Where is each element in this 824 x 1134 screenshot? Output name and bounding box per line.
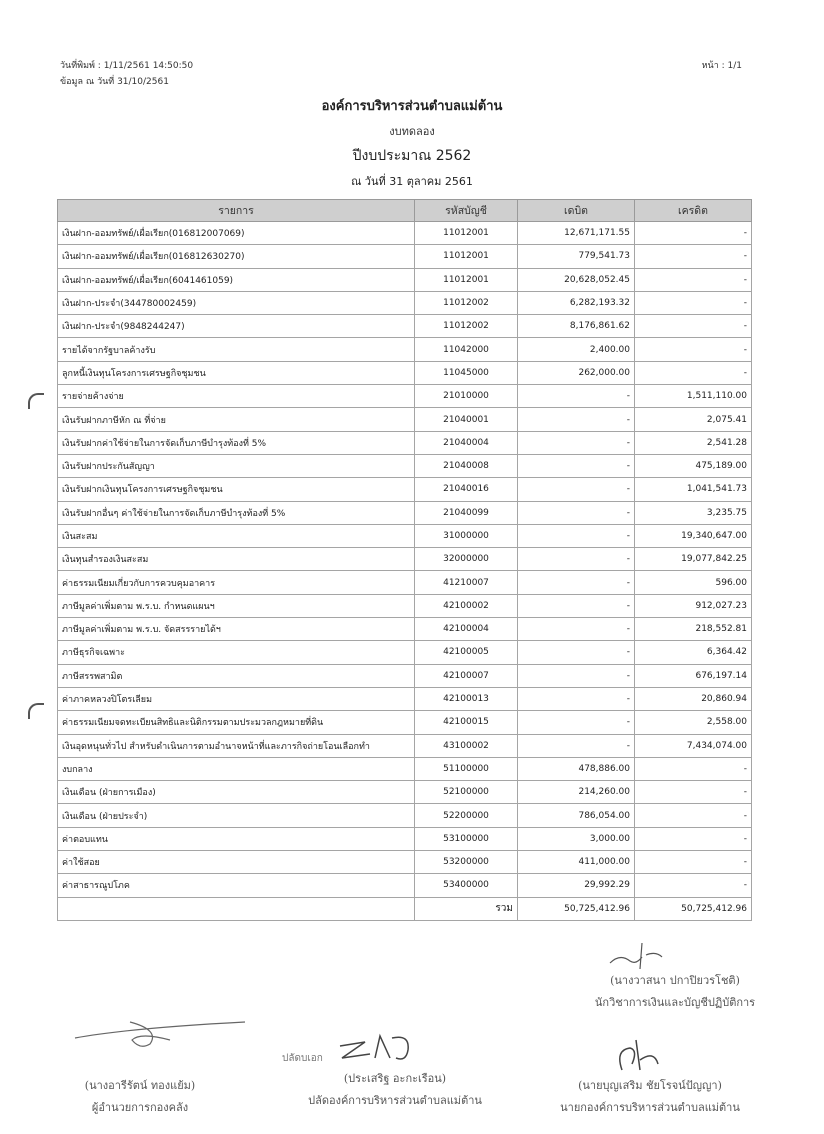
table-row	[58, 361, 752, 384]
header-debit: เดบิต	[518, 200, 635, 222]
row-credit: -	[635, 315, 752, 338]
row-item: ค่าสาธารณูปโภค	[58, 874, 415, 897]
row-code: 21040099	[415, 501, 518, 524]
row-code: 42100002	[415, 594, 518, 617]
table-row	[58, 571, 752, 594]
row-credit: 2,558.00	[635, 711, 752, 734]
row-debit: 12,671,171.55	[518, 222, 635, 245]
row-code: 31000000	[415, 524, 518, 547]
fiscal-year-title: ปีงบประมาณ 2562	[352, 148, 472, 164]
report-title: งบทดลอง	[389, 125, 435, 138]
row-credit: -	[635, 781, 752, 804]
table-row	[58, 641, 752, 664]
row-credit: -	[635, 291, 752, 314]
row-debit: -	[518, 571, 635, 594]
row-item: เงินรับฝากค่าใช้จ่ายในการจัดเก็บภาษีบำรุงท้องที่ 5%	[58, 431, 415, 454]
signature-accountant	[575, 970, 775, 1014]
row-code: 42100013	[415, 687, 518, 710]
table-row	[58, 291, 752, 314]
signature-title: นายกองค์การบริหารส่วนตำบลแม่ต้าน	[560, 1101, 740, 1114]
total-label: รวม	[415, 897, 518, 920]
row-credit: -	[635, 268, 752, 291]
row-debit: -	[518, 431, 635, 454]
row-code: 51100000	[415, 757, 518, 780]
row-credit: -	[635, 804, 752, 827]
table-row	[58, 618, 752, 641]
row-item: เงินรับฝากประกันสัญญา	[58, 454, 415, 477]
row-debit: 6,282,193.32	[518, 291, 635, 314]
table-row	[58, 827, 752, 850]
row-debit: -	[518, 664, 635, 687]
row-item: ภาษีสรรพสามิต	[58, 664, 415, 687]
row-credit: -	[635, 361, 752, 384]
row-credit: 2,541.28	[635, 431, 752, 454]
row-code: 11042000	[415, 338, 518, 361]
row-credit: 596.00	[635, 571, 752, 594]
row-code: 21040008	[415, 454, 518, 477]
row-item: เงินเดือน (ฝ่ายประจำ)	[58, 804, 415, 827]
table-row	[58, 408, 752, 431]
as-of-title: ณ วันที่ 31 ตุลาคม 2561	[351, 175, 473, 188]
table-row	[58, 338, 752, 361]
row-item: เงินเดือน (ฝ่ายการเมือง)	[58, 781, 415, 804]
row-code: 52200000	[415, 804, 518, 827]
row-code: 11045000	[415, 361, 518, 384]
signature-name: (นางอารีรัตน์ ทองแย้ม)	[84, 1079, 196, 1092]
row-credit: 20,860.94	[635, 687, 752, 710]
row-item: ภาษีธุรกิจเฉพาะ	[58, 641, 415, 664]
signature-chief-administrator	[290, 1068, 500, 1112]
row-code: 52100000	[415, 781, 518, 804]
row-debit: -	[518, 454, 635, 477]
row-code: 53400000	[415, 874, 518, 897]
table-row	[58, 548, 752, 571]
row-debit: 262,000.00	[518, 361, 635, 384]
table-body	[58, 222, 752, 898]
row-debit: -	[518, 594, 635, 617]
header-item: รายการ	[58, 200, 415, 222]
row-item: เงินรับฝากภาษีหัก ณ ที่จ่าย	[58, 408, 415, 431]
signature-name: (นางวาสนา ปกาปิยวรโชติ)	[610, 974, 740, 987]
table-row	[58, 851, 752, 874]
row-credit: -	[635, 222, 752, 245]
row-code: 21010000	[415, 385, 518, 408]
table-header-row	[58, 200, 752, 222]
row-debit: -	[518, 641, 635, 664]
row-item: เงินฝาก-ออมทรัพย์/เผื่อเรียก(016812630270)	[58, 245, 415, 268]
signature-scribble-4	[610, 1030, 670, 1080]
row-credit: -	[635, 874, 752, 897]
total-spacer	[58, 897, 415, 920]
row-item: เงินทุนสำรองเงินสะสม	[58, 548, 415, 571]
row-item: เงินรับฝากเงินทุนโครงการเศรษฐกิจชุมชน	[58, 478, 415, 501]
row-item: เงินรับฝากอื่นๆ ค่าใช้จ่ายในการจัดเก็บภาษีบำรุงท้องที่ 5%	[58, 501, 415, 524]
row-item: เงินสะสม	[58, 524, 415, 547]
table-row	[58, 268, 752, 291]
row-item: งบกลาง	[58, 757, 415, 780]
header-code: รหัสบัญชี	[415, 200, 518, 222]
table-row	[58, 431, 752, 454]
row-debit: -	[518, 408, 635, 431]
row-credit: 912,027.23	[635, 594, 752, 617]
table-row	[58, 687, 752, 710]
row-code: 11012001	[415, 268, 518, 291]
signature-scribble-2	[70, 1010, 250, 1060]
row-credit: 3,235.75	[635, 501, 752, 524]
row-credit: 7,434,074.00	[635, 734, 752, 757]
total-debit: 50,725,412.96	[518, 897, 635, 920]
row-code: 11012002	[415, 315, 518, 338]
row-item: เงินฝาก-ประจำ(344780002459)	[58, 291, 415, 314]
row-credit: -	[635, 757, 752, 780]
signature-name: (นายบุญเสริม ชัยโรจน์ปัญญา)	[578, 1079, 722, 1092]
row-debit: 29,992.29	[518, 874, 635, 897]
row-debit: 411,000.00	[518, 851, 635, 874]
signature-name: (ประเสริฐ อะกะเรือน)	[343, 1072, 447, 1085]
row-item: เงินฝาก-ออมทรัพย์/เผื่อเรียก(016812007069)	[58, 222, 415, 245]
table-row	[58, 734, 752, 757]
table-row	[58, 222, 752, 245]
row-credit: 19,077,842.25	[635, 548, 752, 571]
row-item: ค่าภาคหลวงปิโตรเลียม	[58, 687, 415, 710]
signature-title: นักวิชาการเงินและบัญชีปฏิบัติการ	[594, 996, 756, 1009]
row-code: 11012001	[415, 222, 518, 245]
table-row	[58, 664, 752, 687]
signature-scribble-3	[330, 1028, 440, 1068]
row-item: ค่าตอบแทน	[58, 827, 415, 850]
row-item: ลูกหนี้เงินทุนโครงการเศรษฐกิจชุมชน	[58, 361, 415, 384]
row-item: ค่าธรรมเนียมจดทะเบียนสิทธิและนิติกรรมตามประมวลกฎหมายที่ดิน	[58, 711, 415, 734]
table-row	[58, 315, 752, 338]
org-title: องค์การบริหารส่วนตำบลแม่ต้าน	[321, 99, 503, 114]
row-credit: -	[635, 245, 752, 268]
report-titles	[0, 95, 824, 190]
row-code: 21040004	[415, 431, 518, 454]
row-item: รายได้จากรัฐบาลค้างรับ	[58, 338, 415, 361]
scan-mark	[28, 393, 44, 409]
table-row	[58, 245, 752, 268]
printed-date: วันที่พิมพ์ : 1/11/2561 14:50:50	[60, 61, 194, 71]
row-credit: 1,511,110.00	[635, 385, 752, 408]
table-row	[58, 501, 752, 524]
scan-mark	[28, 703, 44, 719]
total-row	[58, 897, 752, 920]
signature-title: ปลัดองค์การบริหารส่วนตำบลแม่ต้าน	[308, 1094, 482, 1107]
row-debit: 786,054.00	[518, 804, 635, 827]
row-credit: -	[635, 827, 752, 850]
row-debit: -	[518, 734, 635, 757]
row-item: เงินฝาก-ออมทรัพย์/เผื่อเรียก(6041461059)	[58, 268, 415, 291]
table-row	[58, 804, 752, 827]
signature-finance-director	[40, 1075, 240, 1119]
table-row	[58, 478, 752, 501]
row-credit: 6,364.42	[635, 641, 752, 664]
row-code: 42100004	[415, 618, 518, 641]
print-meta	[60, 58, 193, 90]
row-credit: 2,075.41	[635, 408, 752, 431]
row-debit: -	[518, 524, 635, 547]
table-row	[58, 874, 752, 897]
row-item: เงินอุดหนุนทั่วไป สำหรับดำเนินการตามอำนาจหน้าที่และภารกิจถ่ายโอนเลือกทำ	[58, 734, 415, 757]
data-as-of-date: ข้อมูล ณ วันที่ 31/10/2561	[60, 77, 169, 87]
row-code: 42100015	[415, 711, 518, 734]
row-code: 53100000	[415, 827, 518, 850]
row-credit: 218,552.81	[635, 618, 752, 641]
row-code: 42100007	[415, 664, 518, 687]
row-item: ค่าธรรมเนียมเกี่ยวกับการควบคุมอาคาร	[58, 571, 415, 594]
row-item: รายจ่ายค้างจ่าย	[58, 385, 415, 408]
table-row	[58, 711, 752, 734]
row-code: 32000000	[415, 548, 518, 571]
header-credit: เครดิต	[635, 200, 752, 222]
row-debit: -	[518, 711, 635, 734]
row-debit: 214,260.00	[518, 781, 635, 804]
signature-scribble-1	[600, 935, 670, 975]
table-row	[58, 757, 752, 780]
row-credit: 1,041,541.73	[635, 478, 752, 501]
table-row	[58, 454, 752, 477]
row-code: 21040001	[415, 408, 518, 431]
row-debit: 3,000.00	[518, 827, 635, 850]
row-item: ค่าใช้สอย	[58, 851, 415, 874]
row-debit: -	[518, 478, 635, 501]
row-debit: -	[518, 501, 635, 524]
total-credit: 50,725,412.96	[635, 897, 752, 920]
row-code: 42100005	[415, 641, 518, 664]
row-debit: -	[518, 548, 635, 571]
signature-mayor	[520, 1075, 780, 1119]
row-item: ภาษีมูลค่าเพิ่มตาม พ.ร.บ. จัดสรรรายได้ฯ	[58, 618, 415, 641]
row-code: 43100002	[415, 734, 518, 757]
row-credit: -	[635, 851, 752, 874]
row-debit: -	[518, 385, 635, 408]
row-code: 21040016	[415, 478, 518, 501]
table-row	[58, 781, 752, 804]
row-debit: 779,541.73	[518, 245, 635, 268]
row-code: 53200000	[415, 851, 518, 874]
row-item: ภาษีมูลค่าเพิ่มตาม พ.ร.บ. กำหนดแผนฯ	[58, 594, 415, 617]
signature-title: ผู้อำนวยการกองคลัง	[91, 1101, 189, 1114]
row-code: 11012001	[415, 245, 518, 268]
row-credit: 676,197.14	[635, 664, 752, 687]
row-credit: 475,189.00	[635, 454, 752, 477]
row-debit: 478,886.00	[518, 757, 635, 780]
row-code: 41210007	[415, 571, 518, 594]
row-debit: 8,176,861.62	[518, 315, 635, 338]
table-row	[58, 594, 752, 617]
row-debit: -	[518, 687, 635, 710]
signature-prefix: ปลัดบเอก	[282, 1053, 323, 1064]
row-debit: 20,628,052.45	[518, 268, 635, 291]
row-credit: 19,340,647.00	[635, 524, 752, 547]
table-row	[58, 524, 752, 547]
trial-balance-table	[57, 199, 752, 921]
row-debit: 2,400.00	[518, 338, 635, 361]
page-number: หน้า : 1/1	[701, 61, 742, 71]
table-row	[58, 385, 752, 408]
row-debit: -	[518, 618, 635, 641]
row-credit: -	[635, 338, 752, 361]
row-code: 11012002	[415, 291, 518, 314]
row-item: เงินฝาก-ประจำ(9848244247)	[58, 315, 415, 338]
